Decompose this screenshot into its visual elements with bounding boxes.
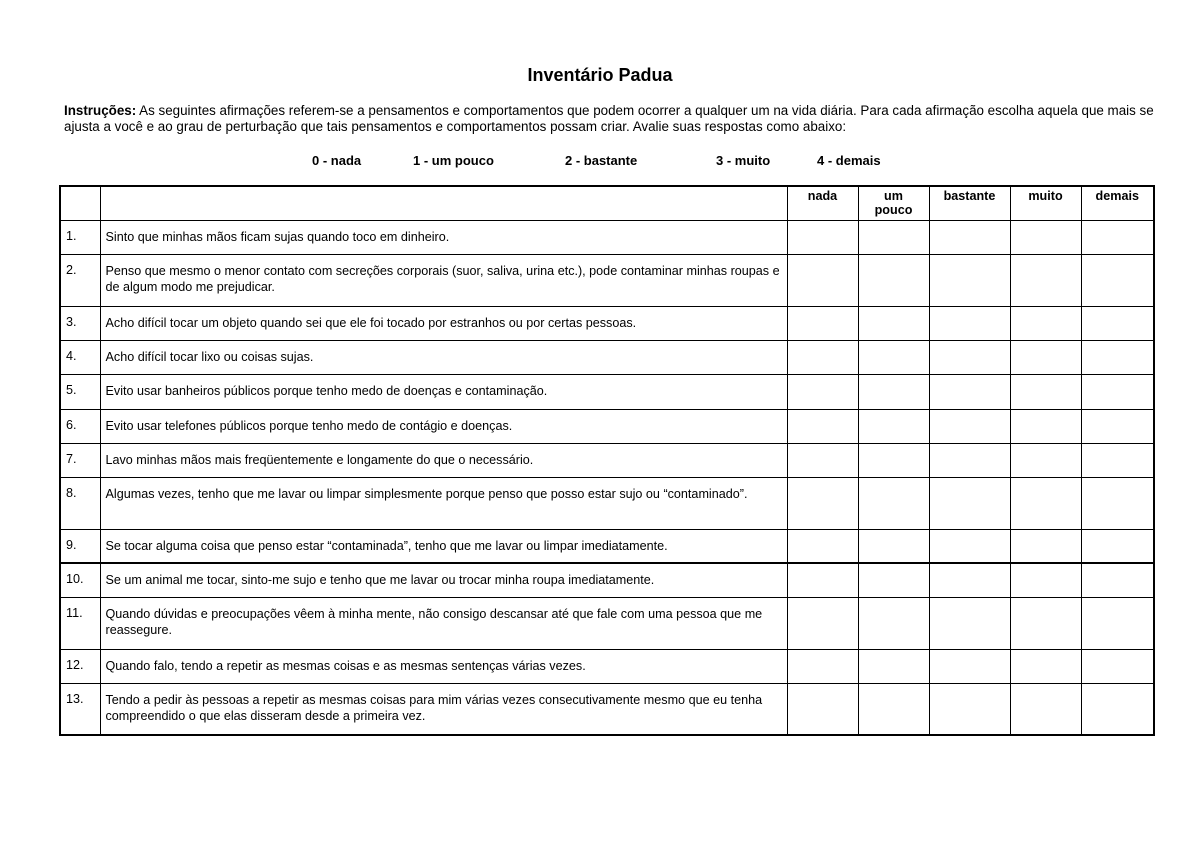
column-header: bastante: [929, 186, 1010, 220]
answer-box-um-pouco[interactable]: [858, 340, 929, 374]
column-header: nada: [787, 186, 858, 220]
answer-box-demais[interactable]: [1081, 374, 1154, 409]
answer-box-um-pouco[interactable]: [858, 649, 929, 683]
answer-box-um-pouco[interactable]: [858, 409, 929, 443]
answer-box-muito[interactable]: [1010, 254, 1081, 306]
answer-box-bastante[interactable]: [929, 443, 1010, 477]
answer-box-nada[interactable]: [787, 254, 858, 306]
table-row: [60, 340, 1154, 374]
item-statement: Quando falo, tendo a repetir as mesmas coisas e as mesmas sentenças várias vezes.: [100, 649, 787, 683]
answer-box-muito[interactable]: [1010, 683, 1081, 735]
item-statement: Tendo a pedir às pessoas a repetir as mesmas coisas para mim várias vezes consecutivamente mesmo que eu tenha compreendido o que elas disseram desde a primeira vez.: [100, 683, 787, 735]
answer-box-bastante[interactable]: [929, 563, 1010, 597]
item-statement: Evito usar telefones públicos porque tenho medo de contágio e doenças.: [100, 409, 787, 443]
answer-box-muito[interactable]: [1010, 477, 1081, 529]
item-number: 6.: [60, 409, 100, 443]
item-number: 7.: [60, 443, 100, 477]
item-statement: Sinto que minhas mãos ficam sujas quando toco em dinheiro.: [100, 220, 787, 254]
answer-box-demais[interactable]: [1081, 597, 1154, 649]
answer-box-nada[interactable]: [787, 529, 858, 563]
column-header: [858, 186, 929, 220]
answer-box-muito[interactable]: [1010, 649, 1081, 683]
answer-box-um-pouco[interactable]: [858, 563, 929, 597]
answer-box-bastante[interactable]: [929, 477, 1010, 529]
table-row: [60, 374, 1154, 409]
answer-box-bastante[interactable]: [929, 306, 1010, 340]
item-statement: Quando dúvidas e preocupações vêem à minha mente, não consigo descansar até que fale com uma pessoa que me reassegure.: [100, 597, 787, 649]
column-header-label: um pouco: [874, 189, 913, 217]
item-statement: Se um animal me tocar, sinto-me sujo e tenho que me lavar ou trocar minha roupa imediatamente.: [100, 563, 787, 597]
table-row: [60, 254, 1154, 306]
item-number: 4.: [60, 340, 100, 374]
table-row: [60, 443, 1154, 477]
answer-box-um-pouco[interactable]: [858, 374, 929, 409]
header-statement: [100, 186, 787, 220]
page-title: Inventário Padua: [527, 65, 673, 85]
scale-item: 2 - bastante: [565, 153, 638, 168]
item-statement: Lavo minhas mãos mais freqüentemente e longamente do que o necessário.: [100, 443, 787, 477]
table-row: [60, 649, 1154, 683]
answer-box-muito[interactable]: [1010, 597, 1081, 649]
instructions-text: As seguintes afirmações referem-se a pensamentos e comportamentos que podem ocorrer a qualquer um na vida diária. Para cada afirmação escolha aquela que mais se ajusta a você e ao grau de perturbação que tais pensamentos e comportamentos possam criar. Avalie suas respostas como abaixo:: [64, 103, 1154, 134]
answer-box-nada[interactable]: [787, 649, 858, 683]
answer-box-demais[interactable]: [1081, 649, 1154, 683]
answer-box-nada[interactable]: [787, 563, 858, 597]
item-number: 8.: [60, 477, 100, 529]
answer-box-um-pouco[interactable]: [858, 683, 929, 735]
answer-box-demais[interactable]: [1081, 563, 1154, 597]
table-row: [60, 529, 1154, 563]
answer-box-bastante[interactable]: [929, 597, 1010, 649]
item-number: 11.: [60, 597, 100, 649]
answer-box-bastante[interactable]: [929, 683, 1010, 735]
answer-box-um-pouco[interactable]: [858, 254, 929, 306]
item-number: 3.: [60, 306, 100, 340]
answer-box-muito[interactable]: [1010, 220, 1081, 254]
answer-box-demais[interactable]: [1081, 340, 1154, 374]
item-statement: Evito usar banheiros públicos porque tenho medo de doenças e contaminação.: [100, 374, 787, 409]
column-header: demais: [1081, 186, 1154, 220]
answer-box-nada[interactable]: [787, 477, 858, 529]
answer-box-um-pouco[interactable]: [858, 597, 929, 649]
answer-box-nada[interactable]: [787, 409, 858, 443]
answer-box-muito[interactable]: [1010, 563, 1081, 597]
item-number: 1.: [60, 220, 100, 254]
table-row: [60, 563, 1154, 597]
answer-box-nada[interactable]: [787, 443, 858, 477]
table-row: [60, 409, 1154, 443]
answer-box-muito[interactable]: [1010, 306, 1081, 340]
answer-box-nada[interactable]: [787, 374, 858, 409]
answer-box-bastante[interactable]: [929, 220, 1010, 254]
answer-box-bastante[interactable]: [929, 409, 1010, 443]
answer-box-um-pouco[interactable]: [858, 529, 929, 563]
answer-box-demais[interactable]: [1081, 477, 1154, 529]
scale-item: 4 - demais: [817, 153, 881, 168]
header-num: [60, 186, 100, 220]
answer-box-muito[interactable]: [1010, 529, 1081, 563]
table-row: [60, 597, 1154, 649]
answer-box-nada[interactable]: [787, 597, 858, 649]
answer-box-muito[interactable]: [1010, 374, 1081, 409]
inventory-table: [59, 185, 1155, 736]
scale-item: 1 - um pouco: [413, 153, 494, 168]
instructions: [64, 103, 1154, 135]
item-statement: Acho difícil tocar lixo ou coisas sujas.: [100, 340, 787, 374]
answer-box-bastante[interactable]: [929, 529, 1010, 563]
table-row: [60, 220, 1154, 254]
item-statement: Acho difícil tocar um objeto quando sei que ele foi tocado por estranhos ou por certas pessoas.: [100, 306, 787, 340]
answer-box-nada[interactable]: [787, 306, 858, 340]
column-header: muito: [1010, 186, 1081, 220]
answer-box-demais[interactable]: [1081, 443, 1154, 477]
answer-box-bastante[interactable]: [929, 649, 1010, 683]
table-header-row: [60, 186, 1154, 220]
answer-box-nada[interactable]: [787, 340, 858, 374]
answer-box-bastante[interactable]: [929, 254, 1010, 306]
answer-box-demais[interactable]: [1081, 220, 1154, 254]
answer-box-um-pouco[interactable]: [858, 306, 929, 340]
table-row: [60, 306, 1154, 340]
item-number: 9.: [60, 529, 100, 563]
answer-box-bastante[interactable]: [929, 374, 1010, 409]
answer-box-bastante[interactable]: [929, 340, 1010, 374]
instructions-label: Instruções:: [64, 103, 137, 118]
scale-item: 3 - muito: [716, 153, 771, 168]
item-number: 13.: [60, 683, 100, 735]
answer-box-nada[interactable]: [787, 220, 858, 254]
answer-box-demais[interactable]: [1081, 254, 1154, 306]
item-number: 10.: [60, 563, 100, 597]
item-number: 2.: [60, 254, 100, 306]
item-number: 12.: [60, 649, 100, 683]
answer-box-muito[interactable]: [1010, 409, 1081, 443]
item-statement: Penso que mesmo o menor contato com secreções corporais (suor, saliva, urina etc.), pode contaminar minhas roupas e de algum modo me prejudicar.: [100, 254, 787, 306]
scale-item: 0 - nada: [312, 153, 362, 168]
item-statement: Algumas vezes, tenho que me lavar ou limpar simplesmente porque penso que posso estar sujo ou “contaminado”.: [100, 477, 787, 529]
answer-box-muito[interactable]: [1010, 340, 1081, 374]
answer-box-um-pouco[interactable]: [858, 443, 929, 477]
table-row: [60, 683, 1154, 735]
answer-box-um-pouco[interactable]: [858, 220, 929, 254]
answer-box-demais[interactable]: [1081, 409, 1154, 443]
answer-box-demais[interactable]: [1081, 306, 1154, 340]
answer-box-demais[interactable]: [1081, 683, 1154, 735]
item-statement: Se tocar alguma coisa que penso estar “contaminada”, tenho que me lavar ou limpar imediatamente.: [100, 529, 787, 563]
answer-box-um-pouco[interactable]: [858, 477, 929, 529]
answer-box-muito[interactable]: [1010, 443, 1081, 477]
answer-box-demais[interactable]: [1081, 529, 1154, 563]
item-number: 5.: [60, 374, 100, 409]
table-row: [60, 477, 1154, 529]
answer-box-nada[interactable]: [787, 683, 858, 735]
